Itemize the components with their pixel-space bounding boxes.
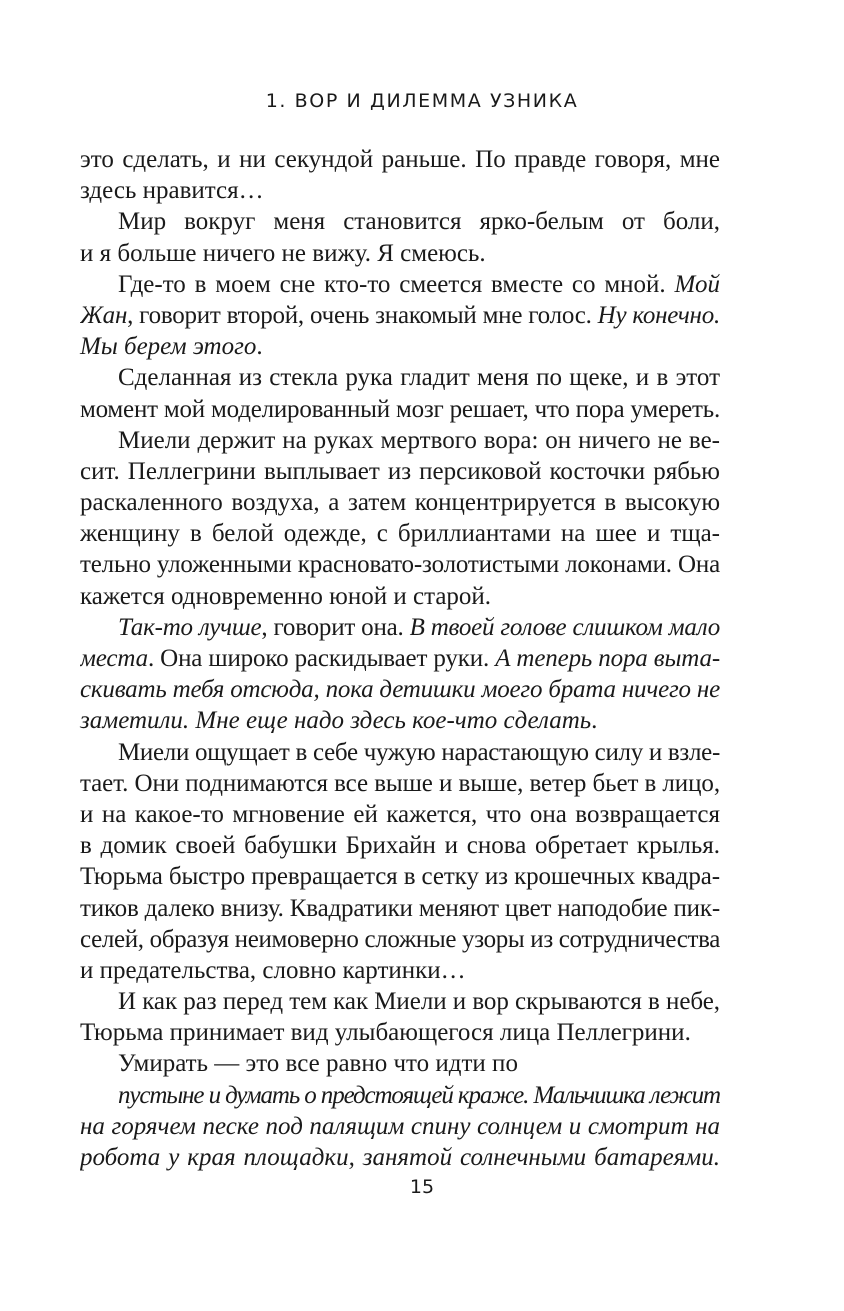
text-line: [80, 425, 720, 456]
running-head: 1. ВОР И ДИЛЕММА УЗНИКА: [265, 90, 579, 112]
text-line: [80, 799, 720, 830]
text-line: [80, 768, 720, 799]
text-line: [80, 924, 720, 955]
text-run: И как раз перед тем как Миели и вор скрываются в небе,: [118, 988, 720, 1016]
text-line: [80, 269, 720, 300]
text-run: и на какое-то мгновение ей кажется, что она возвращается: [80, 800, 720, 828]
text-line: [80, 394, 720, 425]
text-run: и предательства, словно картинки…: [80, 956, 466, 984]
body-text: [80, 144, 720, 1173]
italic-text-run: робота у края площадки, занятой солнечными батареями.: [80, 1144, 720, 1171]
text-run: . Она широко раскидывает руки.: [147, 645, 496, 672]
text-line: [80, 643, 720, 674]
italic-text-run: Мой: [674, 270, 720, 298]
text-line: [80, 955, 720, 986]
text-run: кажется одновременно юной и старой.: [80, 582, 492, 610]
text-run: , говорит она.: [261, 613, 410, 641]
text-line: [80, 705, 720, 736]
text-line: [80, 1017, 720, 1048]
text-run: Тюрьма быстро превращается в сетку из крошечных квадра-: [80, 863, 720, 891]
text-run: здесь нравится…: [80, 177, 264, 205]
text-line: [80, 144, 720, 175]
text-run: Умирать — это все равно что идти по: [118, 1050, 518, 1078]
text-line: [80, 986, 720, 1017]
text-run: Тюрьма принимает вид улыбающегося лица Пеллегрини.: [80, 1019, 691, 1047]
text-line: [80, 300, 720, 331]
text-line: [80, 1080, 720, 1111]
text-line: [80, 456, 720, 487]
text-line: [80, 737, 720, 768]
text-run: Миели ощущает в себе чужую нарастающую силу и взле-: [118, 738, 720, 766]
text-line: [80, 238, 720, 269]
text-line: [80, 674, 720, 705]
text-line: [80, 549, 720, 580]
text-run: , говорит второй, очень знакомый мне голос.: [127, 301, 598, 329]
italic-text-run: Мы берем этого: [80, 333, 257, 361]
italic-text-run: А теперь пора выта-: [495, 645, 720, 672]
italic-text-run: места: [80, 645, 148, 672]
text-run: женщину в белой одежде, с бриллиантами на шее и тща-: [80, 520, 720, 548]
text-run: Где-то в моем сне кто-то смеется вместе со мной.: [118, 270, 675, 298]
text-line: [80, 175, 720, 206]
text-run: тиков далеко внизу. Квадратики меняют цвет наподобие пик-: [80, 894, 720, 922]
text-run: селей, образуя неимоверно сложные узоры из сотрудничества: [80, 925, 720, 953]
text-run: в домик своей бабушки Брихайн и снова обретает крылья.: [80, 832, 720, 860]
text-line: [80, 1111, 720, 1142]
text-line: [80, 1142, 720, 1173]
page-number: 15: [409, 1176, 435, 1198]
text-run: Миели держит на руках мертвого вора: он ничего не ве-: [118, 426, 720, 454]
text-line: [80, 331, 720, 362]
text-line: [80, 362, 720, 393]
italic-text-run: Ну конечно.: [597, 301, 720, 329]
text-run: .: [591, 707, 598, 735]
italic-text-run: пустыне и думать о предстоящей краже. Мальчишка лежит: [118, 1081, 720, 1109]
italic-text-run: скивать тебя отсюда, пока детишки моего брата ничего не: [80, 676, 720, 704]
text-line: [80, 487, 720, 518]
italic-text-run: Жан: [80, 301, 128, 329]
text-line: [80, 1048, 720, 1079]
text-line: [80, 206, 720, 237]
text-line: [80, 893, 720, 924]
italic-text-run: на горячем песке под палящим спину солнцем и смотрит на: [80, 1112, 720, 1140]
text-run: тает. Они поднимаются все выше и выше, ветер бьет в лицо,: [80, 769, 720, 797]
text-line: [80, 830, 720, 861]
text-run: это сделать, и ни секундой раньше. По правде говоря, мне: [80, 146, 720, 173]
text-run: сит. Пеллегрини выплывает из персиковой косточки рябью: [80, 457, 720, 485]
text-line: [80, 612, 720, 643]
text-run: .: [256, 333, 263, 361]
text-run: тельно уложенными красновато-золотистыми локонами. Она: [80, 551, 720, 579]
text-line: [80, 861, 720, 892]
italic-text-run: В твоей голове слишком мало: [409, 613, 720, 641]
italic-text-run: заметили. Мне еще надо здесь кое-что сделать: [80, 707, 592, 735]
text-run: и я больше ничего не вижу. Я смеюсь.: [80, 239, 486, 267]
text-line: [80, 581, 720, 612]
text-run: момент мой моделированный мозг решает, что пора умереть.: [80, 395, 720, 423]
text-run: Сделанная из стекла рука гладит меня по щеке, и в этот: [118, 364, 720, 392]
text-run: Мир вокруг меня становится ярко-белым от боли,: [118, 208, 720, 236]
text-run: раскаленного воздуха, а затем концентрируется в высокую: [80, 489, 720, 517]
italic-text-run: Так-то лучше: [118, 613, 262, 641]
text-line: [80, 518, 720, 549]
